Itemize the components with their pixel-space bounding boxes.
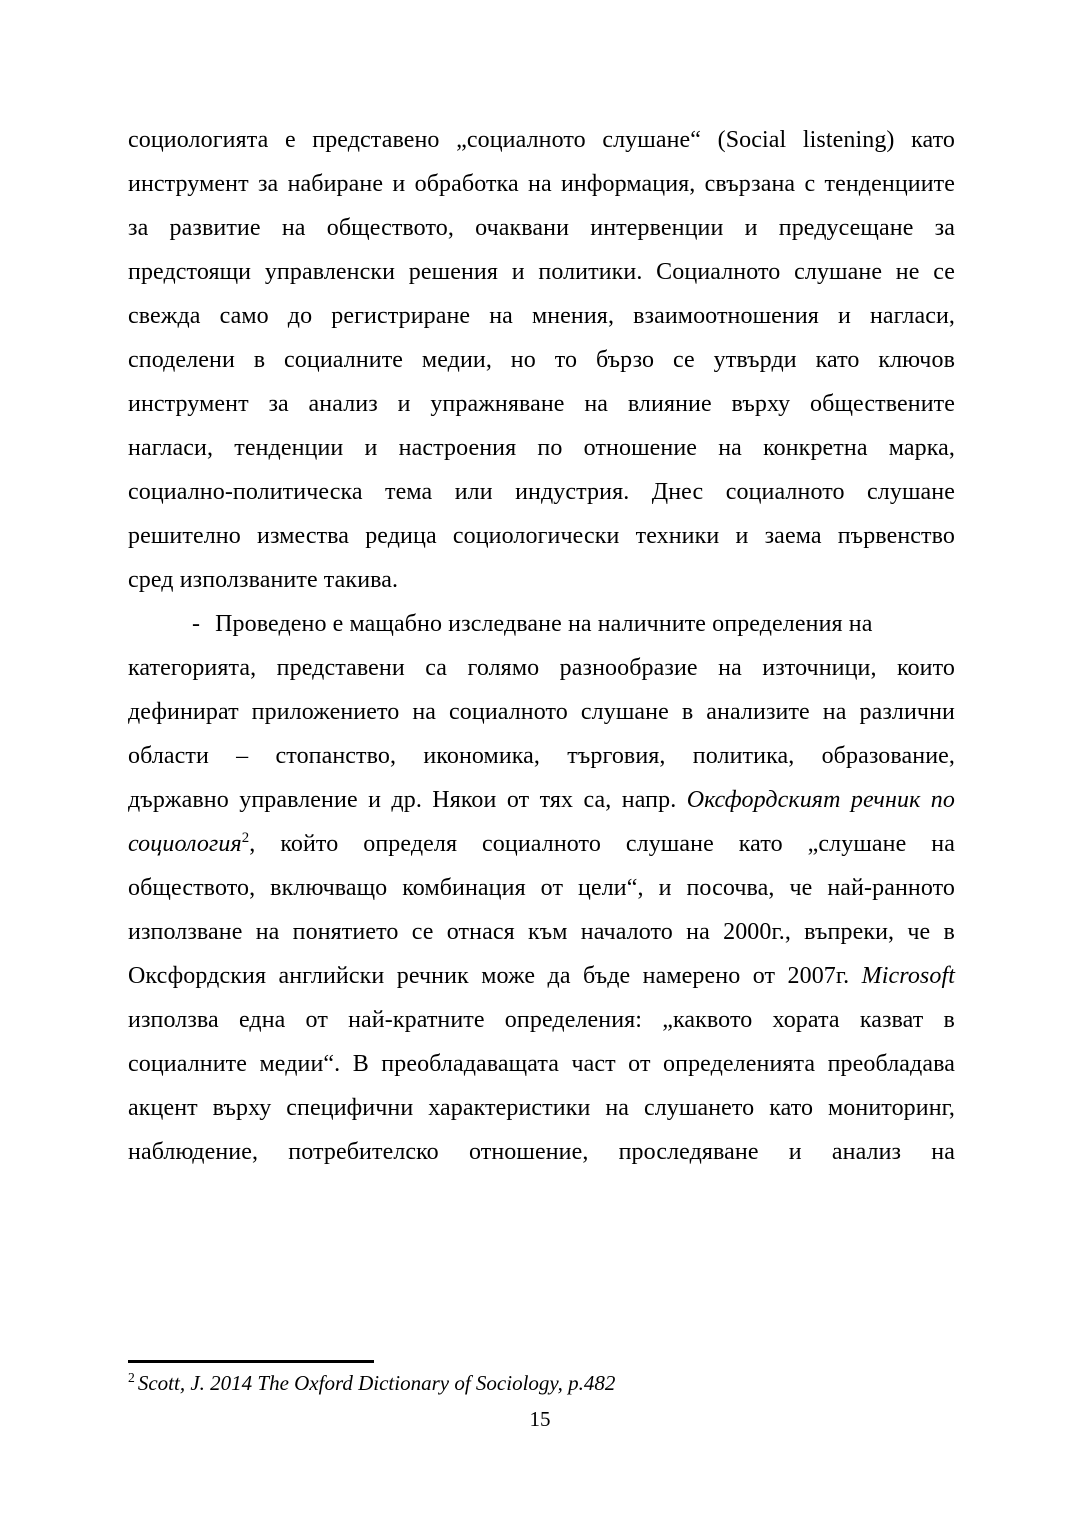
- text-segment: области – стопанство, икономика, търговия, политика, образование,: [128, 743, 955, 769]
- text-segment: социално-политическа тема или индустрия. Днес социалното слушане: [128, 479, 955, 505]
- text-segment: , който определя социалното слушане като „слушане на: [249, 831, 955, 857]
- text-line: [128, 778, 955, 822]
- page-number: 15: [529, 1407, 551, 1431]
- text-segment: държавно управление и др. Някои от тях са, напр.: [128, 787, 687, 813]
- footnote-marker: 2: [128, 1370, 135, 1385]
- text-line: [128, 426, 955, 470]
- text-line: [128, 162, 955, 206]
- text-segment: използва една от най-кратните определения: „каквото хората казват в: [128, 1007, 955, 1033]
- text-segment: Проведено е мащабно изследване на наличните определения на: [215, 611, 873, 637]
- text-segment: свежда само до регистриране на мнения, взаимоотношения и нагласи,: [128, 303, 955, 329]
- text-segment: Оксфордския английски речник може да бъде намерено от 2007г.: [128, 963, 862, 989]
- text-line: [128, 118, 955, 162]
- text-segment: сред използваните такива.: [128, 567, 399, 593]
- text-line: [128, 382, 955, 426]
- text-line: [128, 690, 955, 734]
- text-line: [128, 470, 955, 514]
- text-line: [128, 954, 955, 998]
- text-line: [128, 1042, 955, 1086]
- text-line: [128, 338, 955, 382]
- text-segment: дефинират приложението на социалното слушане в анализите на различни: [128, 699, 955, 725]
- list-dash: -: [192, 611, 201, 637]
- text-segment: социологията е представено „социалното слушане“ (Social listening) като: [128, 127, 955, 153]
- text-segment: акцент върху специфични характеристики на слушането като мониторинг,: [128, 1095, 955, 1121]
- text-line: [128, 646, 955, 690]
- text-segment: категорията, представени са голямо разнообразие на източници, които: [128, 655, 955, 681]
- text-segment: обществото, включващо комбинация от цели“, и посочва, че най-ранното: [128, 875, 955, 901]
- text-line: [128, 206, 955, 250]
- text-line: [128, 1086, 955, 1130]
- text-line: [128, 910, 955, 954]
- footnote-text: [128, 1370, 955, 1397]
- text-line: [128, 1130, 955, 1174]
- text-segment: използване на понятието се отнася към началото на 2000г., въпреки, че в: [128, 919, 955, 945]
- text-line: [128, 514, 955, 558]
- text-line: [128, 734, 955, 778]
- text-segment: решително измества редица социологически техники и заема първенство: [128, 523, 955, 549]
- text-line: [128, 822, 955, 866]
- text-segment: наблюдение, потребителско отношение, проследяване и анализ на: [128, 1139, 955, 1165]
- text-segment: предстоящи управленски решения и политики. Социалното слушане не се: [128, 259, 955, 285]
- text-line: [128, 558, 955, 602]
- list-item-line: [128, 602, 955, 646]
- text-line: [128, 294, 955, 338]
- text-line: [128, 998, 955, 1042]
- footnote-section: [128, 1360, 955, 1397]
- footnote-citation: Scott, J. 2014 The Oxford Dictionary of Sociology, p.482: [137, 1371, 616, 1395]
- text-line: [128, 866, 955, 910]
- text-segment: инструмент за набиране и обработка на информация, свързана с тенденциите: [128, 171, 955, 197]
- footnote-reference: 2: [241, 830, 250, 846]
- text-line: [128, 250, 955, 294]
- text-segment: нагласи, тенденции и настроения по отношение на конкретна марка,: [128, 435, 955, 461]
- text-segment: инструмент за анализ и упражняване на влияние върху обществените: [128, 391, 955, 417]
- text-segment: социология: [128, 831, 242, 857]
- page-body: [128, 118, 955, 1174]
- text-segment: Оксфордският речник по: [686, 787, 955, 813]
- text-segment: споделени в социалните медии, но то бързо се утвърди като ключов: [128, 347, 955, 373]
- footnote-separator-rule: [128, 1360, 374, 1363]
- text-segment: за развитие на обществото, очаквани интервенции и предусещане за: [128, 215, 955, 241]
- text-segment: Microsoft: [861, 963, 955, 989]
- text-segment: социалните медии“. В преобладаващата част от определенията преобладава: [128, 1051, 955, 1077]
